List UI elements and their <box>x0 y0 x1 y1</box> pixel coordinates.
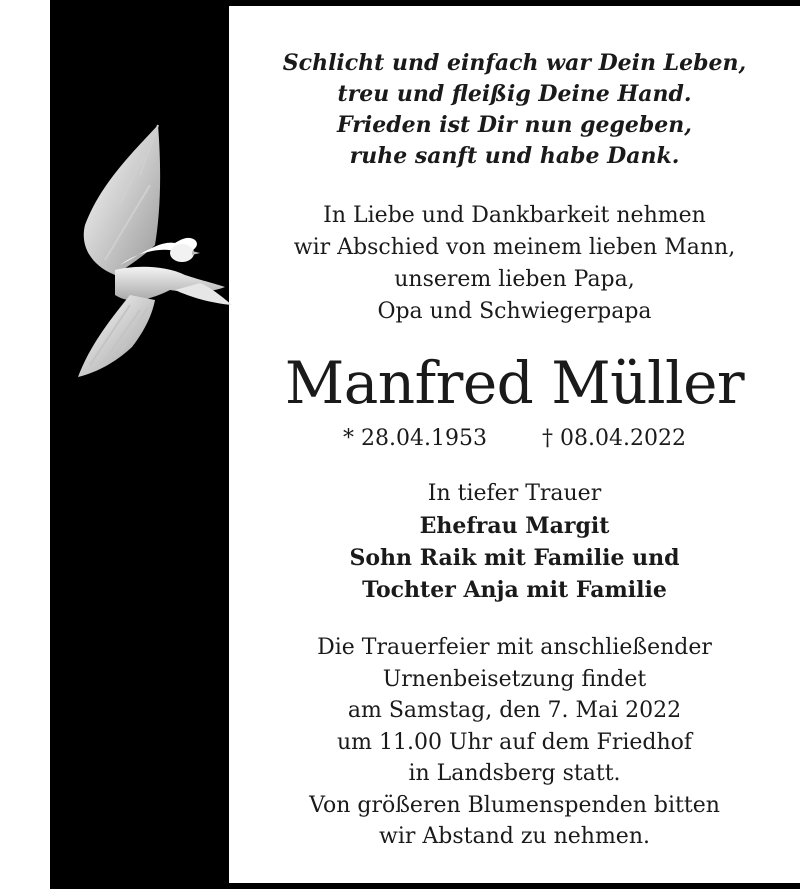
deceased-name: Manfred Müller <box>284 349 745 417</box>
funeral-line: Von größeren Blumenspenden bitten <box>309 792 720 818</box>
funeral-line: Die Trauerfeier mit anschließender <box>317 635 712 660</box>
funeral-line: in Landsberg statt. <box>408 761 621 786</box>
farewell-intro <box>229 200 800 328</box>
dove-icon <box>60 115 235 405</box>
life-dates <box>229 424 800 454</box>
verse-line: ruhe sanft und habe Dank. <box>349 143 680 169</box>
left-margin <box>0 0 50 889</box>
mourners-block <box>229 478 800 606</box>
funeral-line: wir Abstand zu nehmen. <box>379 824 650 849</box>
intro-line: unserem lieben Papa, <box>394 267 635 292</box>
funeral-line: am Samstag, den 7. Mai 2022 <box>347 698 682 723</box>
birth-date: * 28.04.1953 <box>343 426 487 451</box>
death-date: † 08.04.2022 <box>542 426 686 451</box>
intro-line: wir Abschied von meinem lieben Mann, <box>293 235 736 260</box>
mourner-name: Tochter Anja mit Familie <box>362 577 667 603</box>
verse-line: Schlicht und einfach war Dein Leben, <box>282 50 747 76</box>
funeral-notice <box>229 632 800 853</box>
verse-line: treu und fleißig Deine Hand. <box>337 81 692 107</box>
obituary-text <box>229 0 800 853</box>
memorial-verse <box>229 48 800 172</box>
funeral-line: um 11.00 Uhr auf dem Friedhof <box>336 729 693 755</box>
funeral-line: Urnenbeisetzung findet <box>382 666 647 692</box>
mourner-name: Sohn Raik mit Familie und <box>349 545 680 571</box>
mourner-name: Ehefrau Margit <box>419 513 610 539</box>
intro-line: In Liebe und Dankbarkeit nehmen <box>323 203 706 228</box>
intro-line: Opa und Schwiegerpapa <box>377 299 652 324</box>
mourners-heading: In tiefer Trauer <box>427 481 602 506</box>
verse-line: Frieden ist Dir nun gegeben, <box>337 112 692 138</box>
